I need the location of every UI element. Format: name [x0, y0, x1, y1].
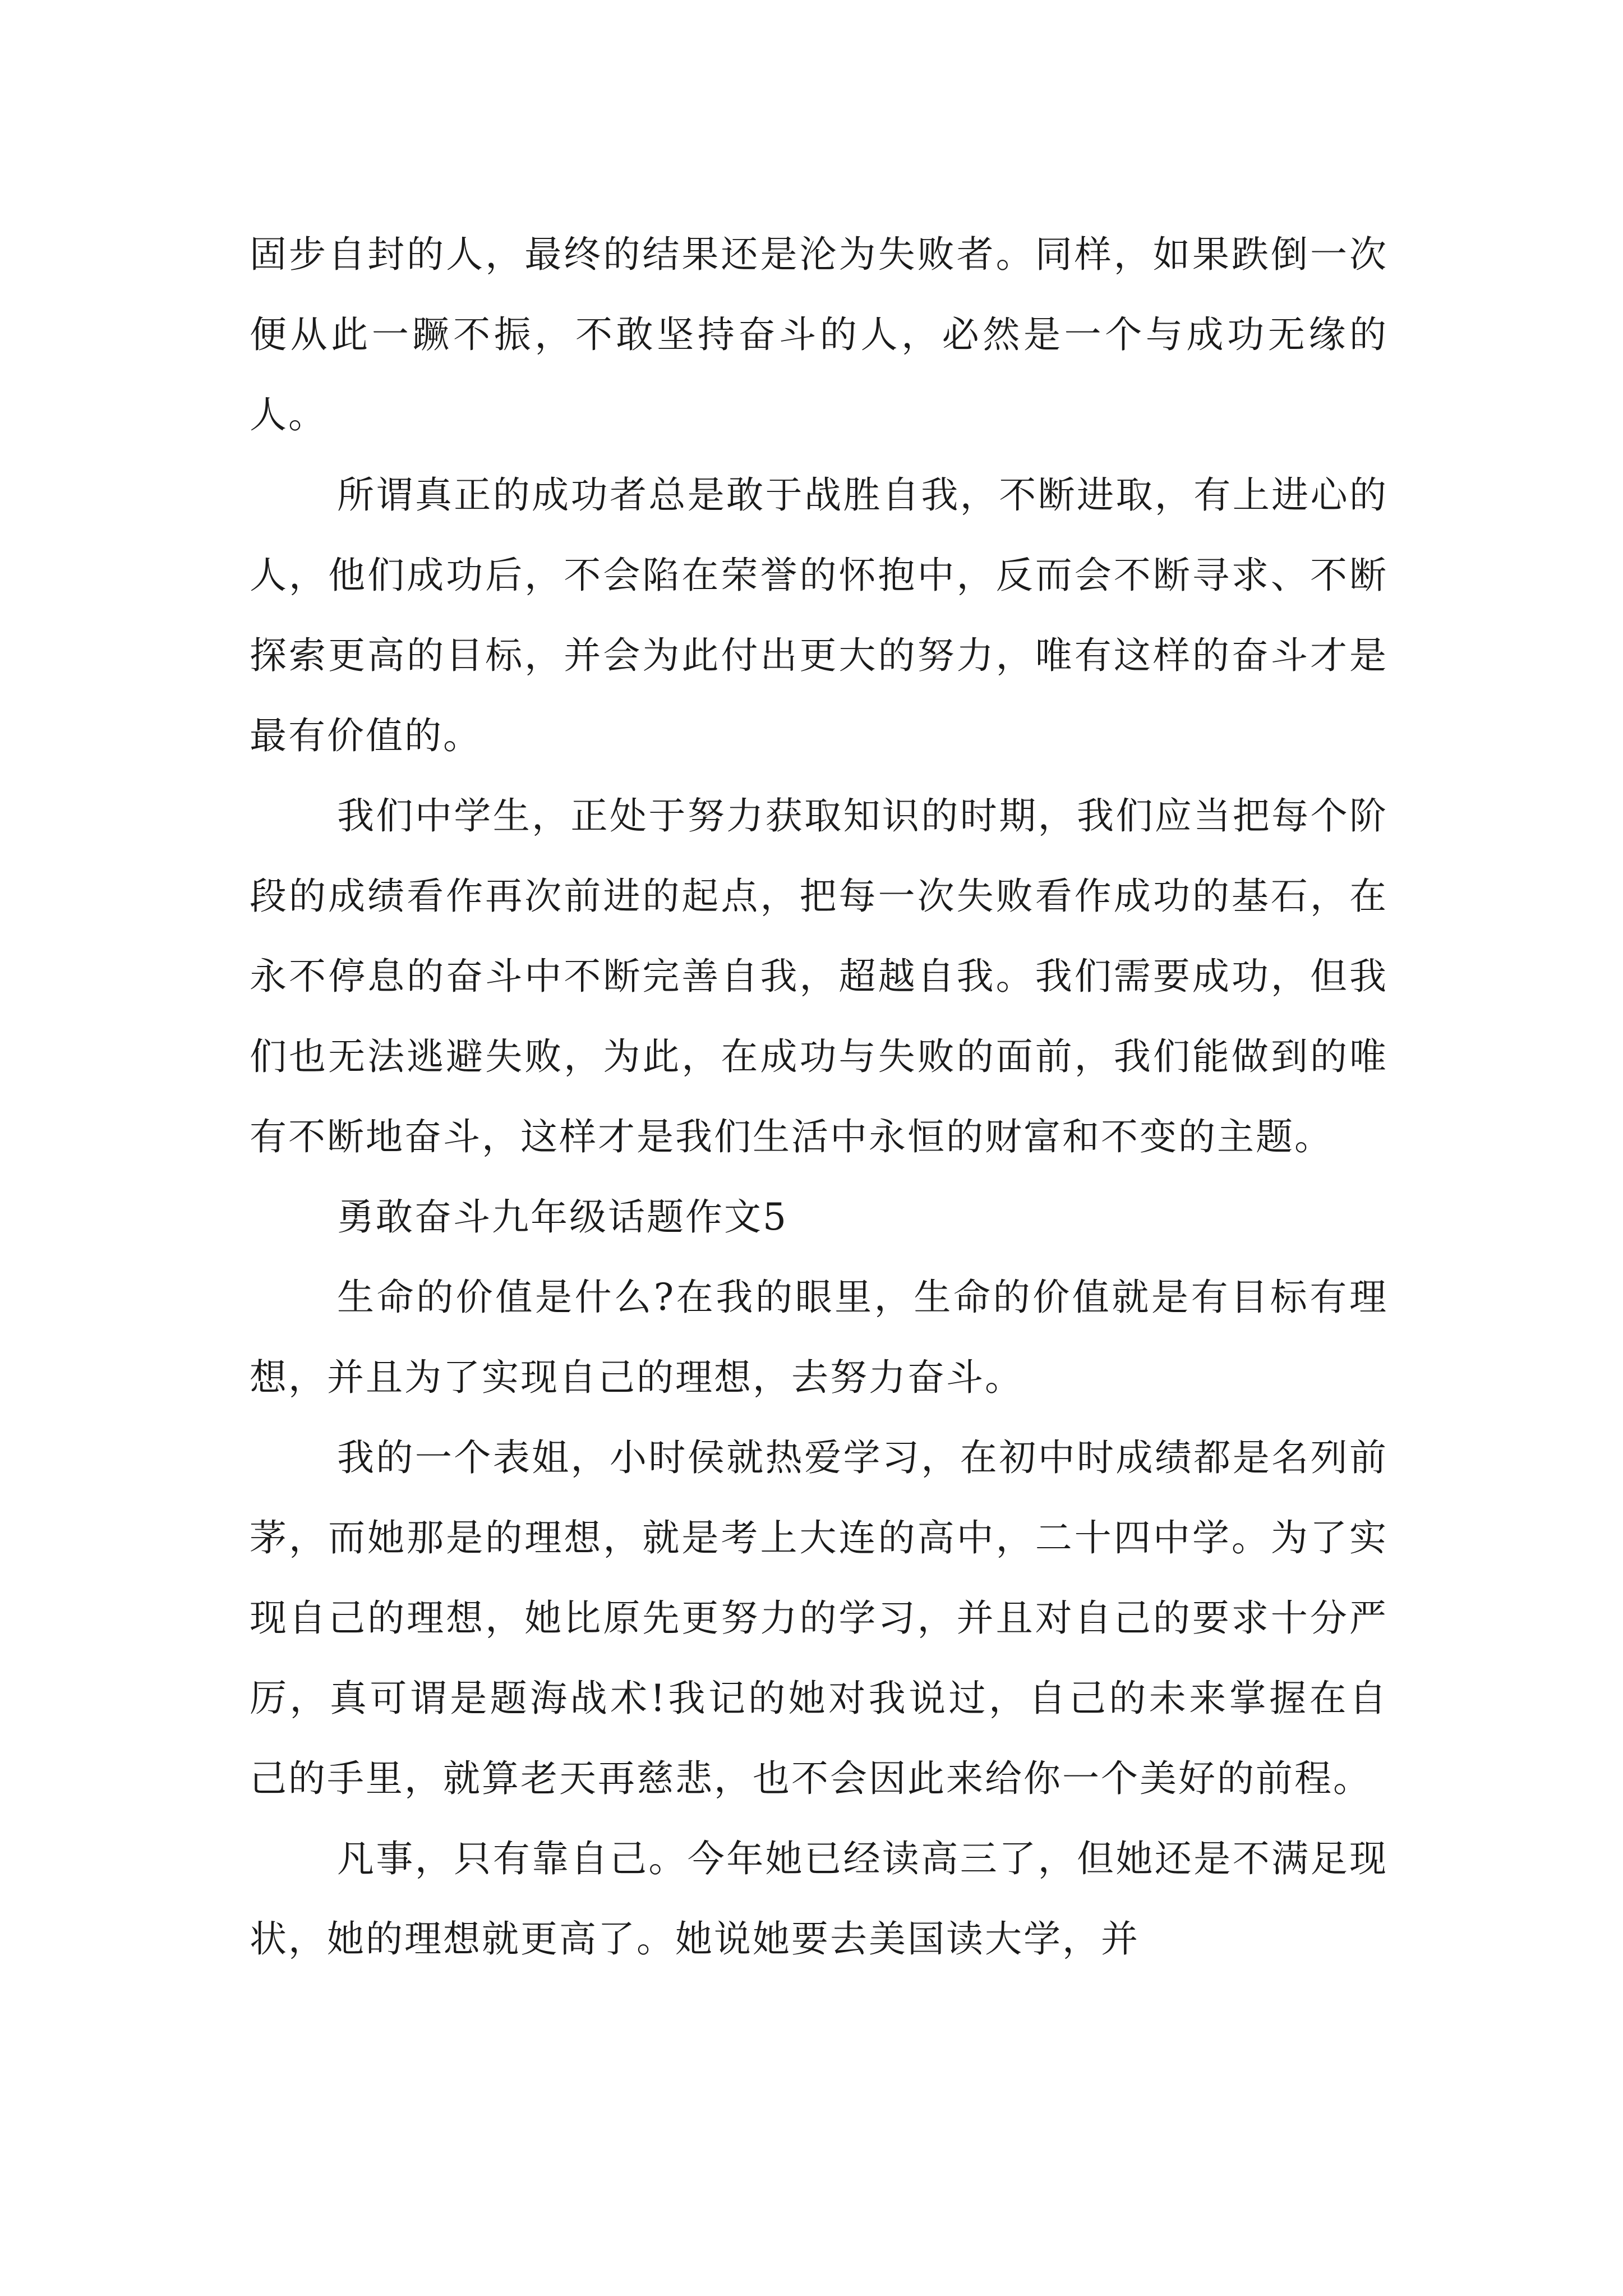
paragraph-4: 生命的价值是什么?在我的眼里，生命的价值就是有目标有理想，并且为了实现自己的理想，去努力奋斗。 — [250, 1276, 1388, 1399]
paragraph-5: 我的一个表姐，小时侯就热爱学习，在初中时成绩都是名列前茅，而她那是的理想，就是考上大连的高中，二十四中学。为了实现自己的理想，她比原先更努力的学习，并且对自己的要求十分严厉，真可谓是题海战术!我记的她对我说过，自己的未来掌握在自己的手里，就算老天再慈悲，也不会因此来给你一个美好的前程。 — [250, 1436, 1388, 1800]
paragraph-3: 我们中学生，正处于努力获取知识的时期，我们应当把每个阶段的成绩看作再次前进的起点，把每一次失败看作成功的基石，在永不停息的奋斗中不断完善自我，超越自我。我们需要成功，但我们也无法逃避失败，为此，在成功与失败的面前，我们能做到的唯有不断地奋斗，这样才是我们生活中永恒的财富和不变的主题。 — [250, 794, 1388, 1158]
paragraph-2: 所谓真正的成功者总是敢于战胜自我，不断进取，有上进心的人，他们成功后，不会陷在荣誉的怀抱中，反而会不断寻求、不断探索更高的目标，并会为此付出更大的努力，唯有这样的奋斗才是最有价值的。 — [250, 473, 1388, 757]
section-heading: 勇敢奋斗九年级话题作文5 — [337, 1195, 788, 1239]
document-body — [250, 214, 1388, 1979]
paragraph-1: 固步自封的人，最终的结果还是沦为失败者。同样，如果跌倒一次便从此一蹶不振，不敢坚持奋斗的人，必然是一个与成功无缘的人。 — [250, 233, 1388, 436]
paragraph-6: 凡事，只有靠自己。今年她已经读高三了，但她还是不满足现状，她的理想就更高了。她说她要去美国读大学，并 — [250, 1837, 1388, 1961]
